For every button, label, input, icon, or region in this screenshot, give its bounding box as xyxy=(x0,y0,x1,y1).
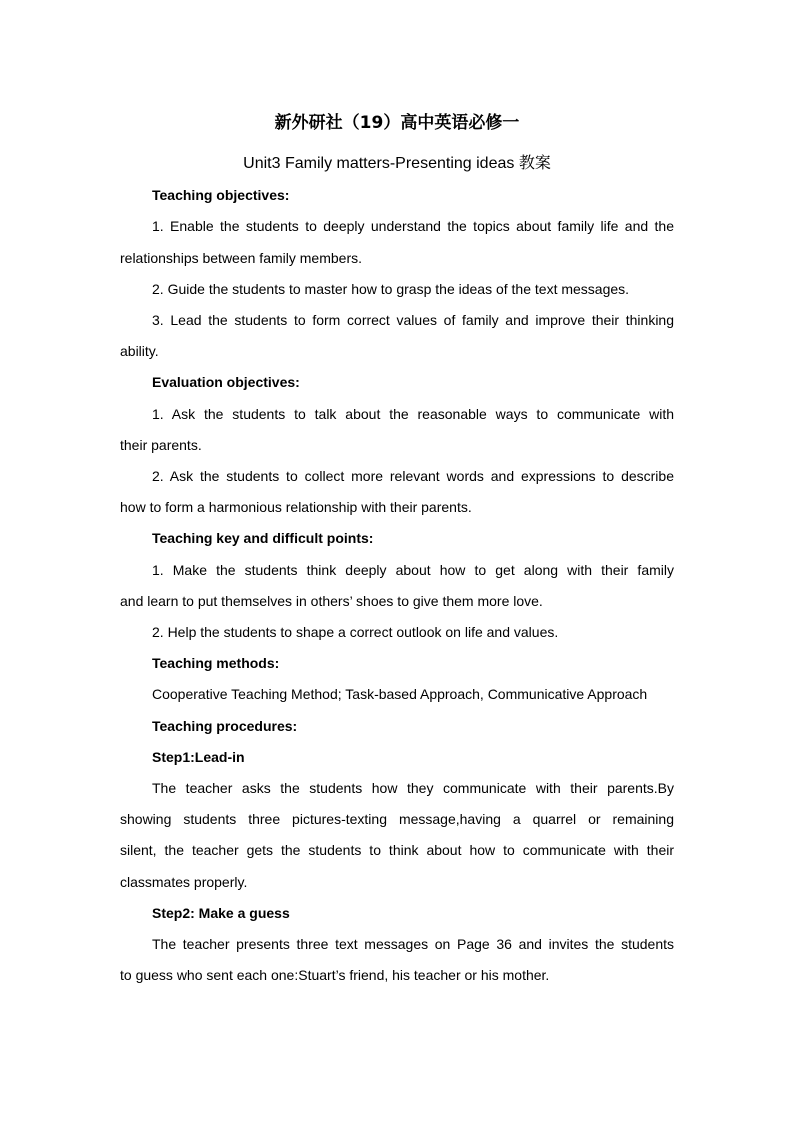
step-1-heading: Step1:Lead-in xyxy=(152,749,245,765)
objective-1-line-1: 1. Enable the students to deeply understand the topics about family life and the xyxy=(152,218,674,234)
step-1-line-2: showing students three pictures-texting message,having a quarrel or remaining xyxy=(120,811,674,827)
heading-key-points: Teaching key and difficult points: xyxy=(152,530,374,546)
step-1-line-3: silent, the teacher gets the students to think about how to communicate with their xyxy=(120,842,674,858)
step-1-line-4: classmates properly. xyxy=(120,874,248,890)
document-title-english: Unit3 Family matters-Presenting ideas 教案 xyxy=(243,155,551,172)
objective-3-line-1: 3. Lead the students to form correct values of family and improve their thinking xyxy=(152,312,674,328)
heading-teaching-procedures: Teaching procedures: xyxy=(152,718,298,734)
key-point-1-line-2: and learn to put themselves in others’ shoes to give them more love. xyxy=(120,593,543,609)
evaluation-1-line-1: 1. Ask the students to talk about the reasonable ways to communicate with xyxy=(152,406,674,422)
key-point-1-line-1: 1. Make the students think deeply about how to get along with their family xyxy=(152,562,674,578)
heading-teaching-objectives: Teaching objectives: xyxy=(152,187,290,203)
objective-1-line-2: relationships between family members. xyxy=(120,250,362,266)
evaluation-2-line-1: 2. Ask the students to collect more relevant words and expressions to describe xyxy=(152,468,674,484)
heading-evaluation-objectives: Evaluation objectives: xyxy=(152,374,300,390)
teaching-methods-text: Cooperative Teaching Method; Task-based Approach, Communicative Approach xyxy=(152,686,648,702)
step-2-line-2: to guess who sent each one:Stuart’s friend, his teacher or his mother. xyxy=(120,967,550,983)
objective-3-line-2: ability. xyxy=(120,343,159,359)
evaluation-1-line-2: their parents. xyxy=(120,437,202,453)
step-2-heading: Step2: Make a guess xyxy=(152,905,290,921)
evaluation-2-line-2: how to form a harmonious relationship with their parents. xyxy=(120,499,472,515)
step-2-line-1: The teacher presents three text messages on Page 36 and invites the students xyxy=(152,936,674,952)
key-point-2: 2. Help the students to shape a correct outlook on life and values. xyxy=(152,624,559,640)
objective-2: 2. Guide the students to master how to grasp the ideas of the text messages. xyxy=(152,281,630,297)
document-title-chinese: 新外研社（19）高中英语必修一 xyxy=(274,113,520,133)
heading-teaching-methods: Teaching methods: xyxy=(152,655,280,671)
step-1-line-1: The teacher asks the students how they communicate with their parents.By xyxy=(152,780,674,796)
